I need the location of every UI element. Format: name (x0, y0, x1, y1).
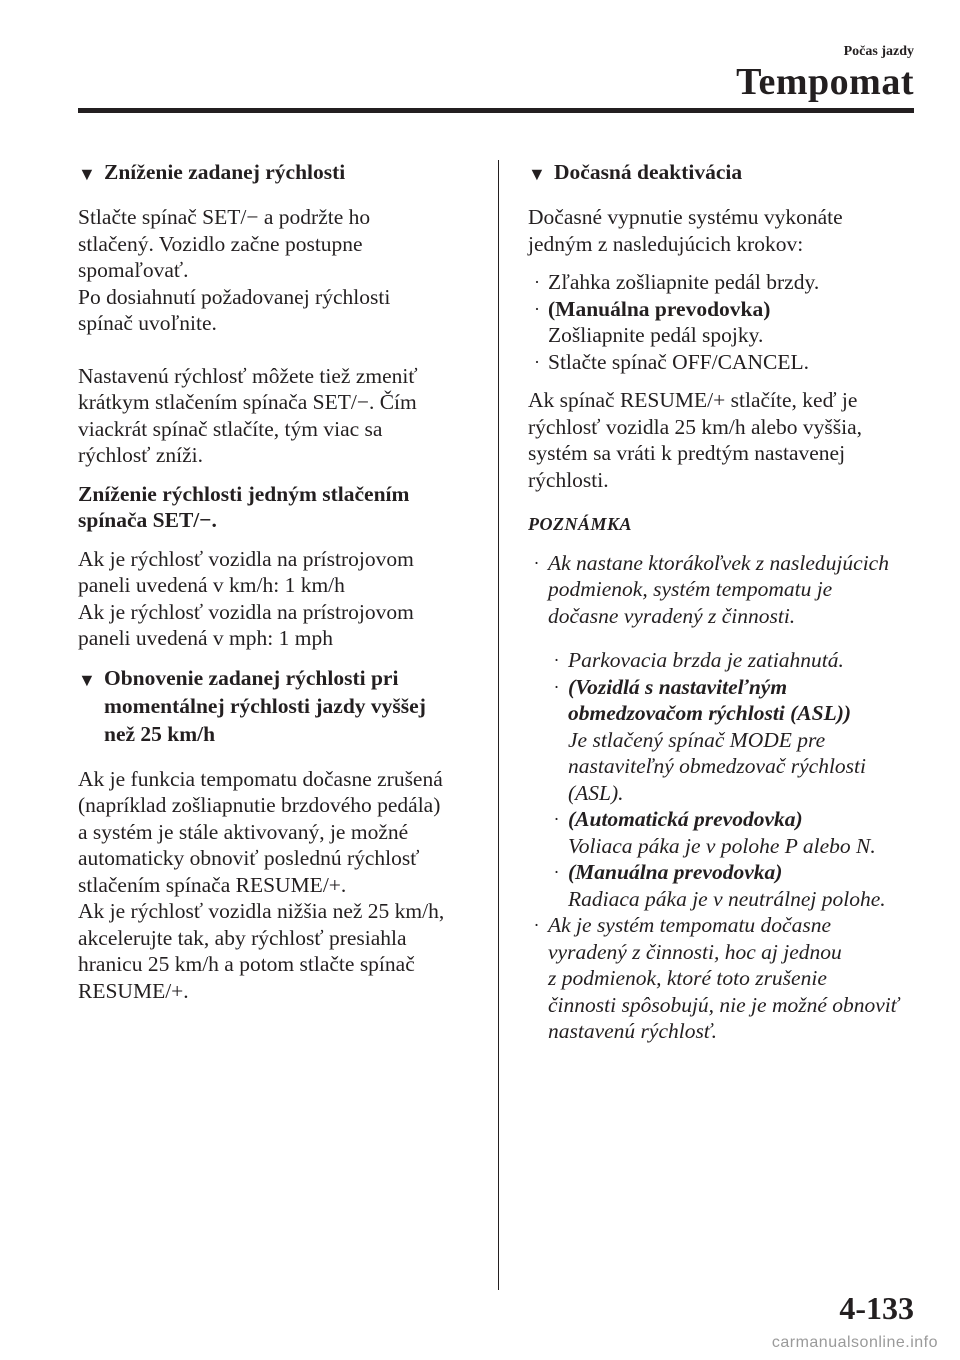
heading-reduce-speed: ▼ Zníženie zadanej rýchlosti (78, 158, 478, 186)
paragraph: Ak je rýchlosť vozidla na prístrojovom paneli uvedená v km/h: 1 km/h Ak je rýchlosť vozidla na prístrojovom paneli uvedená v mph: 1 mph (78, 546, 414, 650)
bullet-icon: · (554, 809, 559, 829)
bullet-icon: · (534, 351, 540, 372)
bullet-icon: · (554, 862, 559, 882)
list-item: · (Vozidlá s nastaviteľným obmedzovačom rýchlosti (ASL)) Je stlačený spínač MODE pre nastaviteľný obmedzovač rýchlosti (ASL). (554, 674, 866, 805)
footer-watermark-url[interactable]: carmanualsonline.info (771, 1334, 938, 1351)
paragraph: Ak je funkcia tempomatu dočasne zrušená (napríklad zošliapnutie brzdového pedála) a systém je stále aktivovaný, je možné automaticky obnoviť poslednú rýchlosť stlačením spínača RESUME/+. Ak je rýchlosť vozidla nižšia než 25 km/h, akcelerujte tak, aby rýchlosť presiahla hranicu 25 km/h a potom stlačte spínač RESUME/+. (78, 766, 445, 1003)
paragraph: Ak spínač RESUME/+ stlačíte, keď je rýchlosť vozidla 25 km/h alebo vyššia, systém sa vráti k predtým nastavenej rýchlosti. (528, 388, 863, 492)
condition-sublist (548, 647, 918, 912)
triangle-down-icon: ▼ (78, 669, 96, 690)
list-item: · (Manuálna prevodovka) Radiaca páka je v neutrálnej polohe. (554, 860, 886, 911)
column-divider (498, 160, 499, 1290)
heading-resume-speed: ▼ Obnovenie zadanej rýchlosti pri momentálnej rýchlosti jazdy vyššej než 25 km/h (78, 665, 426, 746)
list-item: · Ak je systém tempomatu dočasne vyradený z činnosti, hoc aj jednou z podmienok, ktoré toto zrušenie činnosti spôsobujú, nie je možné obnoviť nastavenú rýchlosť. (534, 913, 899, 1043)
bullet-icon: · (554, 650, 559, 670)
list-item: · Ak nastane ktorákoľvek z nasledujúcich podmienok, systém tempomatu je dočasne vyradený z činnosti. · Parkovacia brzda je zatiahnutá. · (Vozidlá s nastaviteľným obmedzovačom rýchlosti (ASL)) Je stlačený spínač MODE pre nastaviteľný obmedzovač rýchlosti (ASL). · (Automatická prevodovka) Voliaca páka je v polohe P alebo N. · (Manuálna prevodovka) Radiaca páka je v neutrálnej polohe. (528, 550, 918, 913)
page-title: Tempomat (736, 61, 914, 103)
bullet-icon: · (534, 552, 539, 573)
triangle-down-icon: ▼ (78, 164, 96, 184)
paragraph: Stlačte spínač SET/− a podržte ho stlačený. Vozidlo začne postupne spomaľovať. Po dosiahnutí požadovanej rýchlosti spínač uvoľnite. (78, 205, 391, 335)
note-list (528, 550, 918, 1045)
triangle-down-icon: ▼ (528, 164, 546, 184)
list-item: · (Manuálna prevodovka) Zošliapnite pedál spojky. (534, 296, 771, 347)
right-column (528, 158, 918, 1045)
left-column (78, 158, 478, 1004)
note-title: POZNÁMKA (528, 514, 633, 534)
paragraph: Dočasné vypnutie systému vykonáte jedným z nasledujúcich krokov: (528, 205, 843, 256)
section-label: Počas jazdy (843, 44, 914, 59)
list-item: · (Automatická prevodovka) Voliaca páka je v polohe P alebo N. (554, 807, 876, 858)
list-item: · Parkovacia brzda je zatiahnutá. (554, 648, 844, 672)
bullet-icon: · (534, 915, 539, 935)
bullet-icon: · (534, 272, 540, 292)
header-rule (78, 108, 914, 113)
list-item: · Stlačte spínač OFF/CANCEL. (534, 349, 809, 374)
page-number: 4-133 (839, 1290, 914, 1326)
heading-temporary-deactivation: ▼ Dočasná deaktivácia (528, 158, 918, 186)
bullet-icon: · (554, 676, 559, 697)
list-item: · Zľahka zošliapnite pedál brzdy. (534, 270, 820, 294)
paragraph: Nastavenú rýchlosť môžete tiež zmeniť krátkym stlačením spínača SET/−. Čím viackrát spínač stlačíte, tým viac sa rýchlosť zníži. (78, 363, 418, 467)
bullet-icon: · (534, 298, 540, 319)
bold-subheading: Zníženie rýchlosti jedným stlačením spínača SET/−. (78, 481, 410, 532)
deactivation-steps-list (528, 269, 918, 375)
